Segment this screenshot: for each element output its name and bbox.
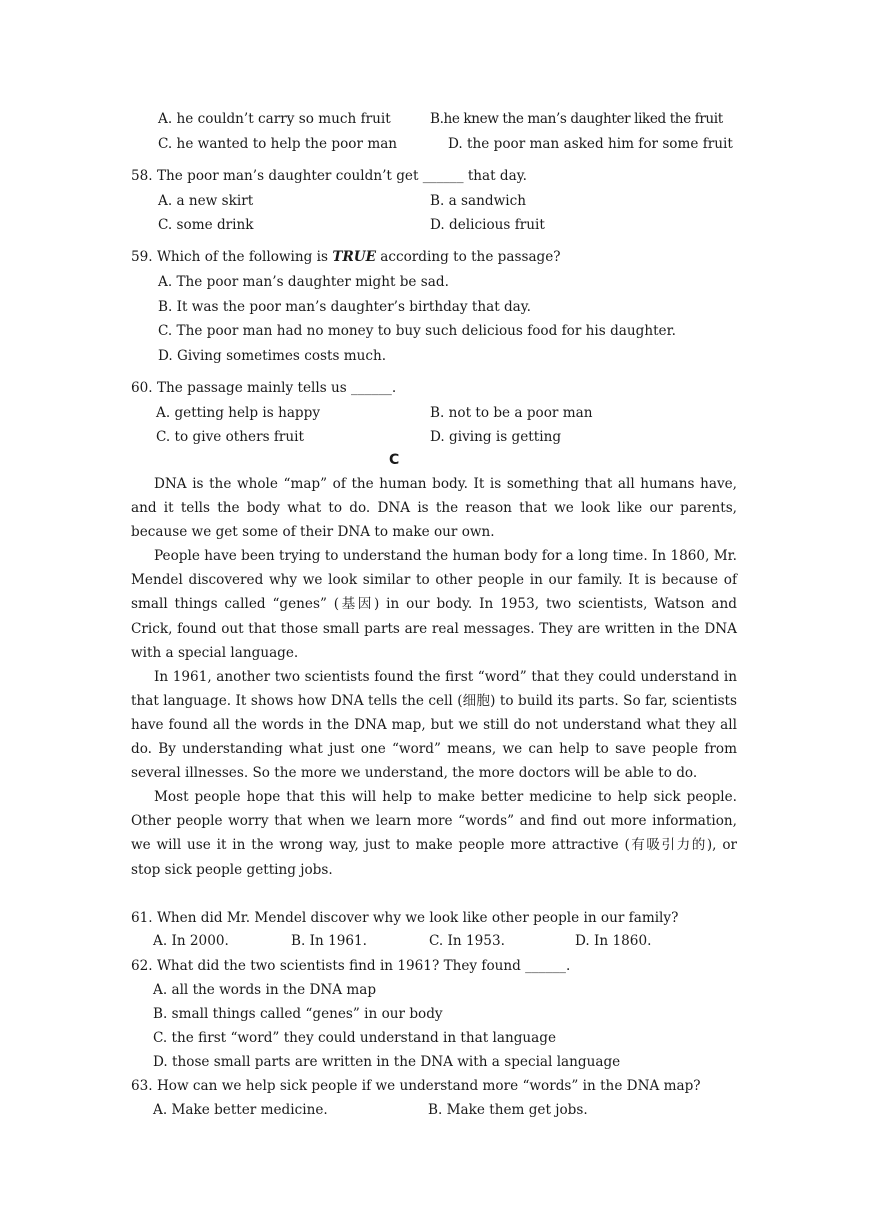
q60-option-a: A. getting help is happy — [156, 405, 321, 421]
q62-stem: 62. What did the two scientists find in 1961? They found ______. — [131, 958, 571, 974]
passage-paragraph: In 1961, another two scientists found the first “word” that they could understand in that language. It shows how DNA tells the cell (细胞) to build its parts. So far, scientists have found all the words in the DNA map, but we still do not understand what they all do. By understanding what just one “word” means, we can help to save people from several illnesses. So the more we understand, the more doctors will be able to do. — [131, 668, 737, 782]
q60-option-b: B. not to be a poor man — [430, 405, 593, 421]
q63-option-a: A. Make better medicine. — [153, 1102, 328, 1118]
q59-option-a: A. The poor man’s daughter might be sad. — [158, 274, 449, 290]
q57-option-d: D. the poor man asked him for some fruit — [448, 136, 733, 152]
q60-option-c: C. to give others fruit — [156, 429, 304, 445]
q63-stem: 63. How can we help sick people if we understand more “words” in the DNA map? — [131, 1078, 701, 1094]
q60-option-d: D. giving is getting — [430, 429, 562, 445]
reading-passage — [131, 472, 737, 882]
q59-stem-pre: 59. Which of the following is — [131, 249, 333, 265]
q61-option-d: D. In 1860. — [575, 933, 652, 949]
q58-option-a: A. a new skirt — [158, 193, 254, 209]
passage-paragraph: DNA is the whole “map” of the human body. It is something that all humans have, and it tells the body what to do. DNA is the reason that we look like our parents, because we get some of their DNA to make our own. — [131, 476, 737, 541]
section-heading: C — [389, 452, 400, 468]
q57-option-a: A. he couldn’t carry so much fruit — [158, 111, 391, 127]
q59-option-c: C. The poor man had no money to buy such delicious food for his daughter. — [158, 323, 676, 339]
q62-option-b: B. small things called “genes” in our body — [153, 1006, 443, 1022]
q60-stem: 60. The passage mainly tells us ______. — [131, 380, 397, 396]
q59-stem-post: according to the passage? — [375, 249, 561, 265]
q58-option-d: D. delicious fruit — [430, 217, 545, 233]
q59-option-b: B. It was the poor man’s daughter’s birthday that day. — [158, 299, 531, 315]
q59-stem — [131, 249, 561, 265]
q59-option-d: D. Giving sometimes costs much. — [158, 348, 387, 364]
q62-option-d: D. those small parts are written in the DNA with a special language — [153, 1054, 621, 1070]
q58-option-b: B. a sandwich — [430, 193, 526, 209]
q62-option-a: A. all the words in the DNA map — [153, 982, 377, 998]
q62-option-c: C. the first “word” they could understand in that language — [153, 1030, 557, 1046]
passage-paragraph: Most people hope that this will help to make better medicine to help sick people. Other people worry that when we learn more “words” and find out more information, we will use it in the wrong way, just to make people more attractive (有吸引力的), or stop sick people getting jobs. — [131, 789, 737, 878]
q57-option-b: B.he knew the man’s daughter liked the fruit — [430, 111, 723, 127]
q61-option-b: B. In 1961. — [291, 933, 367, 949]
q57-option-c: C. he wanted to help the poor man — [158, 136, 398, 152]
q59-stem-emphasis: TRUE — [332, 249, 376, 265]
q61-stem: 61. When did Mr. Mendel discover why we look like other people in our family? — [131, 910, 679, 926]
q61-option-a: A. In 2000. — [153, 933, 229, 949]
q63-option-b: B. Make them get jobs. — [428, 1102, 588, 1118]
q58-stem: 58. The poor man’s daughter couldn’t get ______ that day. — [131, 168, 527, 184]
q58-option-c: C. some drink — [158, 217, 254, 233]
passage-paragraph: People have been trying to understand the human body for a long time. In 1860, Mr. Mendel discovered why we look similar to other people in our family. It is because of small things called “genes” (基因) in our body. In 1953, two scientists, Watson and Crick, found out that those small parts are real messages. They are written in the DNA with a special language. — [131, 548, 737, 661]
q61-option-c: C. In 1953. — [429, 933, 505, 949]
